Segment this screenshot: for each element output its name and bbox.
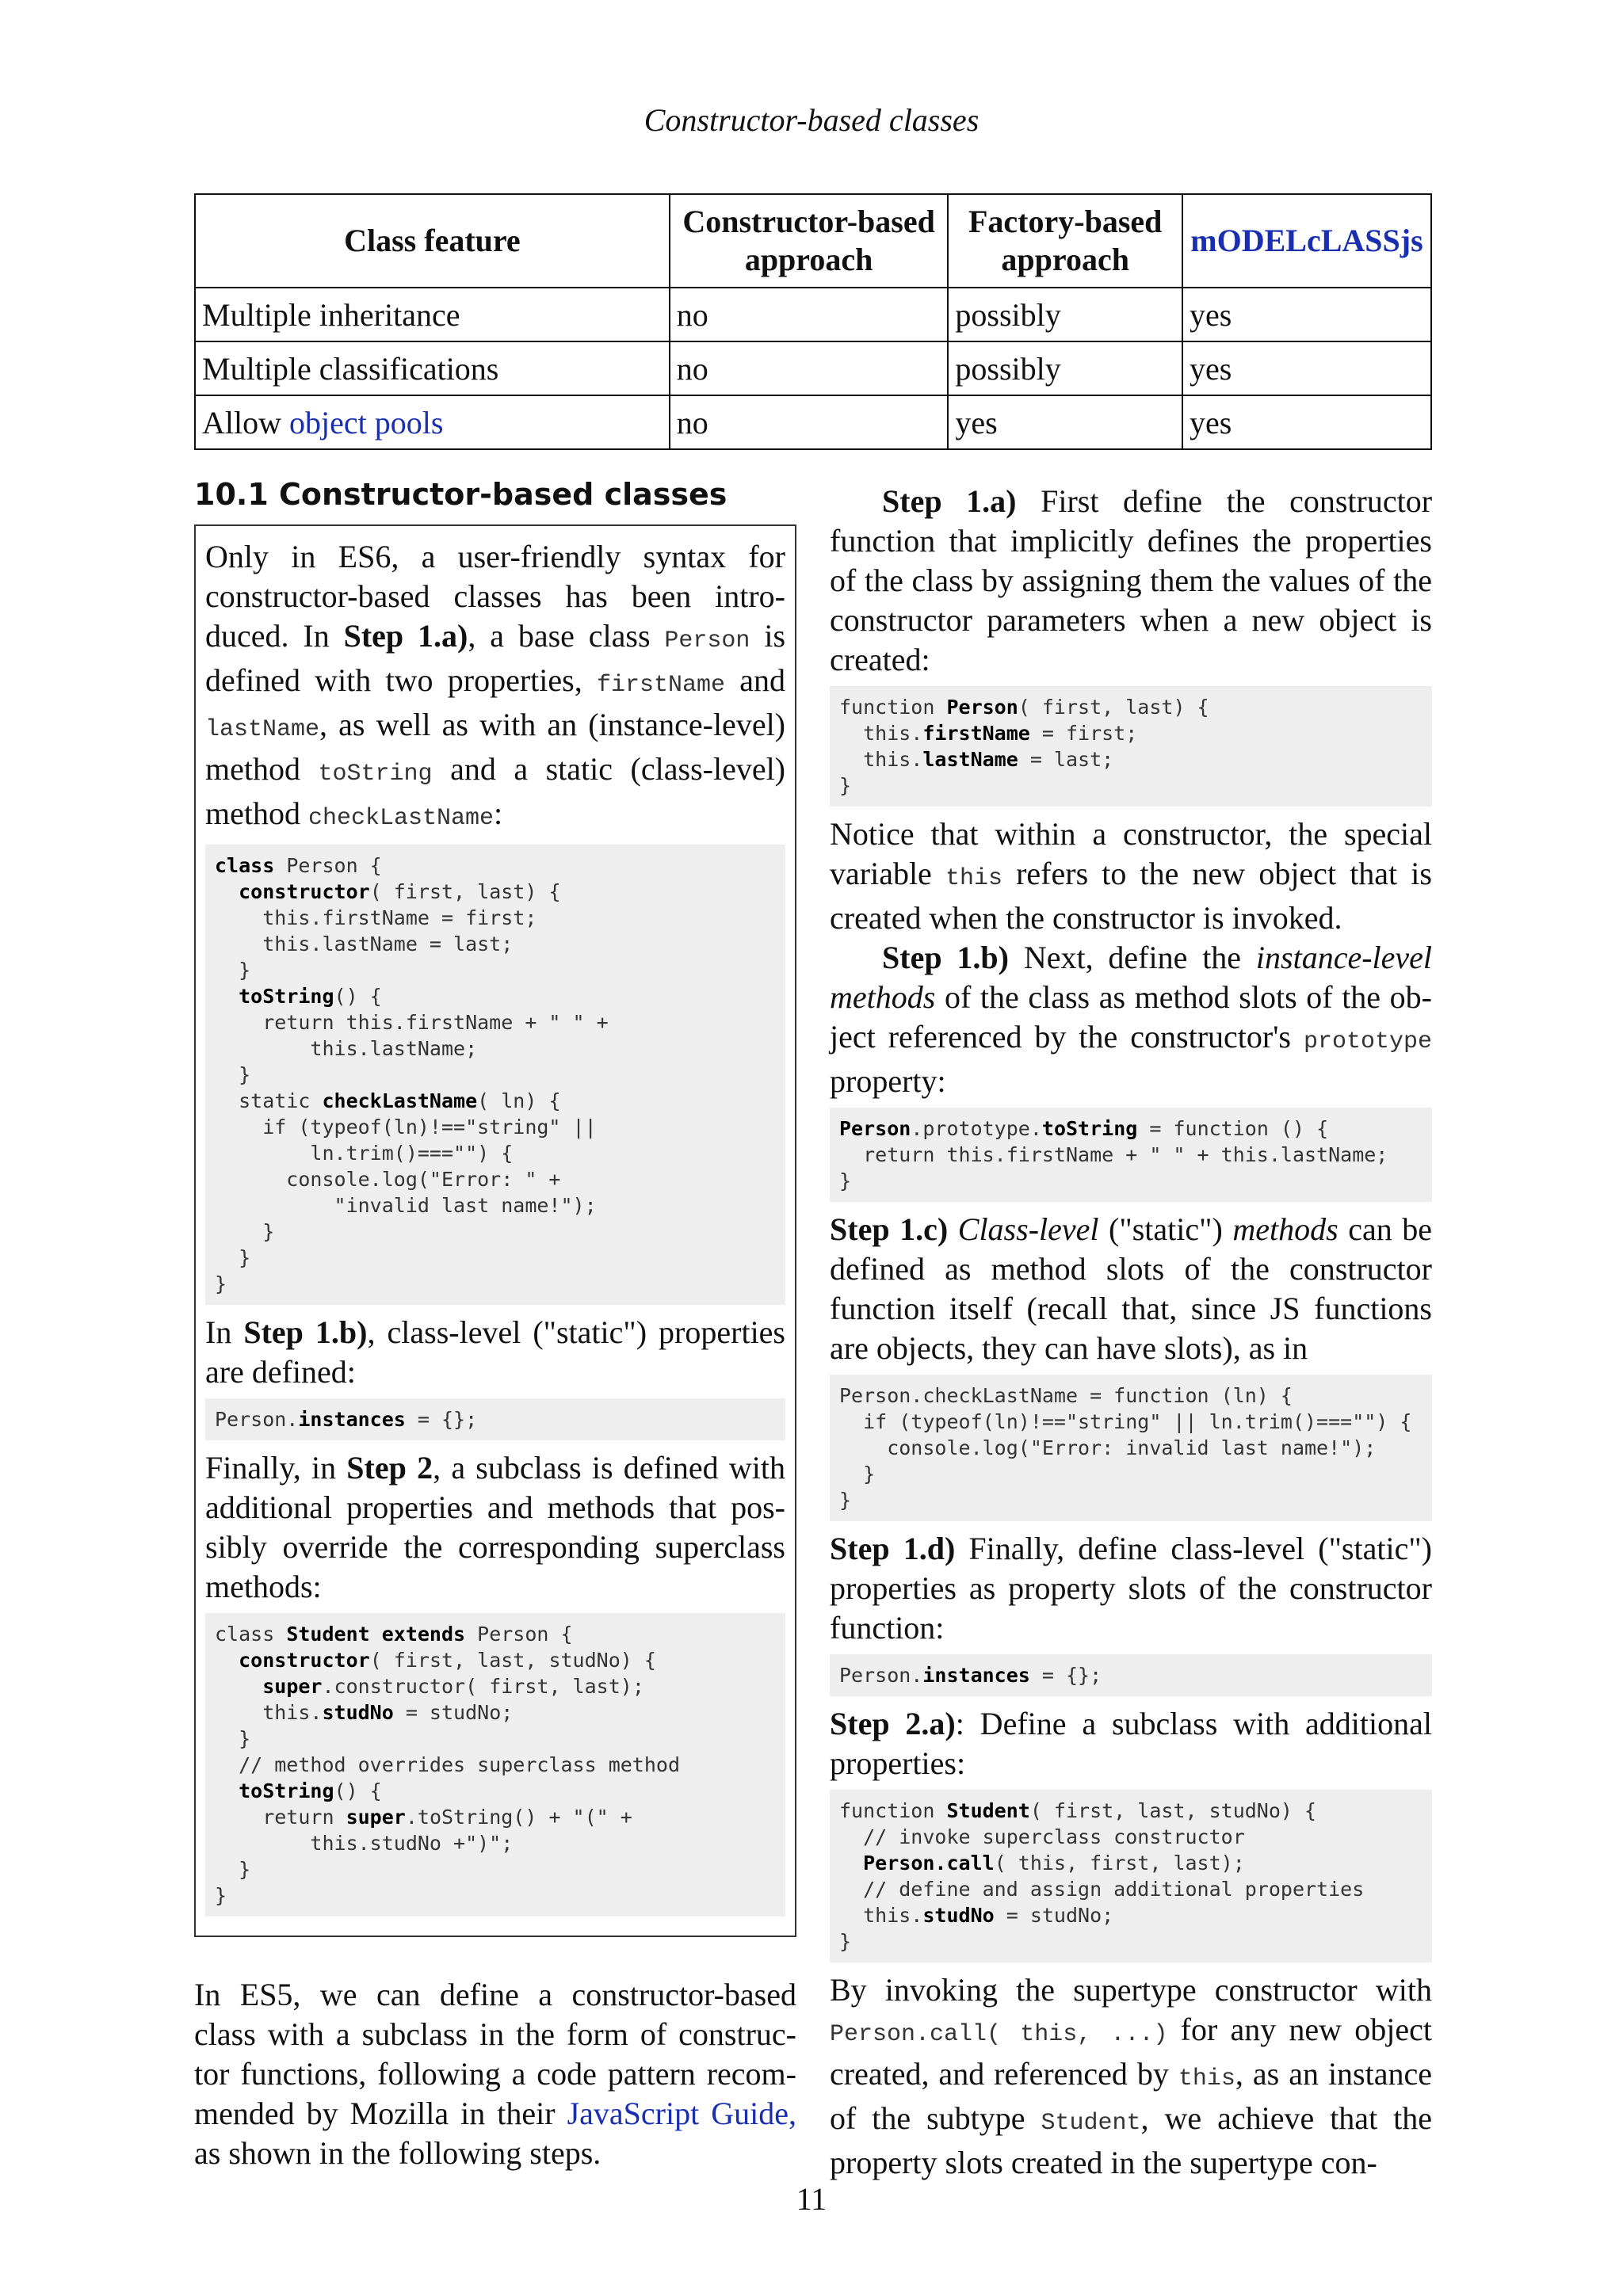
code-block: Person.checkLastName = function (ln) { if (typeof(ln)!=="string" || ln.trim()==="") { console.log("Error: invalid last name!"); } }	[830, 1375, 1432, 1521]
table-cell: yes	[948, 395, 1182, 449]
right-column	[830, 482, 1432, 2183]
javascript-guide-link[interactable]: JavaScript Guide,	[567, 2096, 796, 2131]
table-cell: no	[670, 395, 949, 449]
table-header-cell: Factory-based approach	[948, 194, 1182, 288]
table-cell: no	[670, 341, 949, 395]
table-header-cell: Class feature	[195, 194, 670, 288]
cell-text: Allow	[202, 404, 281, 441]
paragraph: In Step 1.b), class-level ("static") properties are defined:	[205, 1314, 785, 1390]
table-cell: Multiple inheritance	[195, 288, 670, 341]
table-header-row	[195, 194, 1431, 288]
table-cell: Multiple classifications	[195, 341, 670, 395]
code-block: class Person { constructor( first, last) { this.firstName = first; this.lastName = last; } toString() { return this.firstName + " " + this.lastName; } static checkLastName( ln) { if (typeof(ln)!=="string" || ln.trim()==="") { console.log("Error: " + "invalid last name!"); } } }	[205, 845, 785, 1305]
table-cell: yes	[1182, 341, 1431, 395]
left-column	[194, 475, 796, 2173]
table-header-cell: Constructor-based approach	[670, 194, 949, 288]
paragraph: Step 1.d) Finally, define class-level ("static") properties as property slots of the constructor function:	[830, 1531, 1432, 1646]
running-header: Constructor-based classes	[643, 102, 980, 138]
paragraph: Finally, in Step 2, a subclass is defined with additional properties and methods that pos-sibly override the corresponding superclass methods:	[205, 1450, 785, 1604]
object-pools-link[interactable]: object pools	[289, 404, 444, 441]
code-block: function Student( first, last, studNo) { // invoke superclass constructor Person.call( this, first, last); // define and assign additional properties this.studNo = studNo; }	[830, 1790, 1432, 1962]
paragraph: In ES5, we can define a constructor-based class with a subclass in the form of construc-tor functions, following a code pattern recom-mended by Mozilla in their JavaScript Guide, as shown in the following steps.	[194, 1977, 796, 2171]
table-cell: no	[670, 288, 949, 341]
code-block: Person.prototype.toString = function () { return this.firstName + " " + this.lastName; }	[830, 1108, 1432, 1202]
table-cell: yes	[1182, 288, 1431, 341]
table-row	[195, 288, 1431, 341]
table-row	[195, 341, 1431, 395]
paragraph: Only in ES6, a user-friendly syntax for constructor-based classes has been intro-duced. In Step 1.a), a base class Person is defined with two properties, firstName and lastName, as well as with an (instance-level) method toString and a static (class-level) method checkLastName:	[205, 539, 786, 832]
table-cell	[195, 395, 670, 449]
code-block: function Person( first, last) { this.firstName = first; this.lastName = last; }	[830, 686, 1432, 807]
paragraph: Step 1.a) First define the constructor function that implicitly defines the properties of the class by assigning them the values of the constructor parameters when a new object is created:	[830, 483, 1433, 677]
feature-comparison-table	[194, 193, 1432, 450]
paragraph: Step 1.b) Next, define the instance-level methods of the class as method slots of the ob-ject referenced by the constructor's prototype property:	[830, 940, 1433, 1099]
table-cell: yes	[1182, 395, 1431, 449]
table-row	[195, 395, 1431, 449]
page-number: 11	[796, 2181, 827, 2217]
paragraph: By invoking the supertype constructor with Person.call( this, ...) for any new object created, and referenced by this, as an instance of the subtype Student, we achieve that the property slots created in the supertype con-	[830, 1972, 1433, 2180]
code-block: Person.instances = {};	[205, 1398, 785, 1440]
table-cell: possibly	[948, 341, 1182, 395]
section-title: 10.1 Constructor-based classes	[194, 477, 727, 512]
paragraph: Step 1.c) Class-level ("static") methods can be defined as method slots of the constructor function itself (recall that, since JS functions are objects, they can have slots), as in	[830, 1211, 1433, 1366]
code-block: Person.instances = {};	[830, 1654, 1432, 1696]
table-cell: possibly	[948, 288, 1182, 341]
code-block: class Student extends Person { constructor( first, last, studNo) { super.constructor( first, last); this.studNo = studNo; } // method overrides superclass method toString() { return super.toString() + "(" + this.studNo +")"; } }	[205, 1613, 785, 1917]
paragraph: Step 2.a): Define a subclass with additional properties:	[830, 1706, 1433, 1781]
table-header-link[interactable]: mODELcLASSjs	[1182, 194, 1431, 288]
es6-box	[194, 524, 796, 1937]
paragraph: Notice that within a constructor, the special variable this refers to the new object that is created when the constructor is invoked.	[830, 816, 1432, 936]
